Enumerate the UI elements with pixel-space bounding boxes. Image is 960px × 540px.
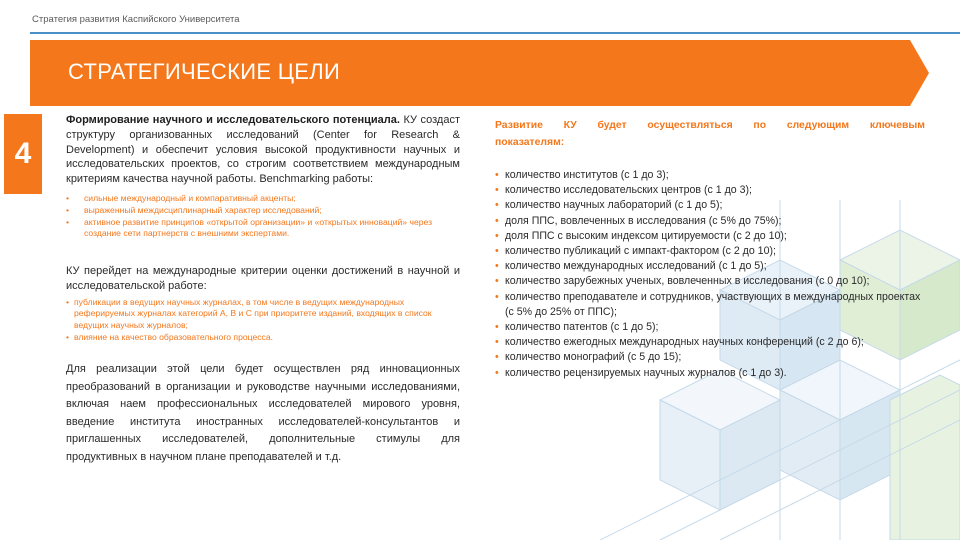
list-item: • сильные международный и компаративный акценты; xyxy=(66,193,460,205)
goal-intro-paragraph xyxy=(66,113,460,187)
list-item: • выраженный междисциплинарный характер исследований; xyxy=(66,205,460,217)
list-item: • количество институтов (с 1 до 3); xyxy=(495,168,925,183)
list-item: • количество монографий (с 5 до 15); xyxy=(495,350,925,365)
list-item: • количество преподавателе и сотрудников, участвующих в международных проектах (с 5% до 25% от ППС); xyxy=(495,290,925,320)
goal-number-badge: 4 xyxy=(4,114,42,194)
list-item: • количество зарубежных ученых, вовлеченных в исследования (с 0 до 10); xyxy=(495,274,925,289)
list-item: • доля ППС с высоким индексом цитируемости (с 2 до 10); xyxy=(495,229,925,244)
key-indicators-column xyxy=(495,117,925,381)
goal-intro-text: КУ создаст структуру организованных исследований (Center for Research & Development) и обеспечит условия высокой продуктивности научных и исследовательских проектов, со строгим соответствием международным критериям качества научной работы. Benchmarking работы: xyxy=(66,114,460,186)
closing-paragraph: Для реализации этой цели будет осуществлен ряд инновационных преобразований в организации и руководстве научными исследованиями, включая наем профессиональных исследователей мирового уровня, введение института иностранных исследователей-консультантов и приглашенных исследователей, дополнительные стимулы для продуктивных в научном плане преподавателей и т.д. xyxy=(66,363,460,463)
list-item: • влияние на качество образовательного процесса. xyxy=(66,332,460,344)
header-divider xyxy=(30,32,960,34)
list-item: • публикации в ведущих научных журналах, в том числе в ведущих международных реферируемых журналах категорий A, B и C при приоритете изданий, входящих в список ведущих научных журналов; xyxy=(66,297,460,332)
list-item: • активное развитие принципов «открытой организации» и «открытых инноваций» через создание сети партнерств с внешними экспертами. xyxy=(66,217,460,241)
criteria-paragraph: КУ перейдет на международные критерии оценки достижений в научной и исследовательской работе: xyxy=(66,265,460,292)
presentation-header: Стратегия развития Каспийского Университета xyxy=(32,14,240,25)
list-item: • количество международных исследований (с 1 до 5); xyxy=(495,259,925,274)
list-item: • количество публикаций с импакт-фактором (с 2 до 10); xyxy=(495,244,925,259)
criteria-list xyxy=(66,297,460,343)
goal-description-column xyxy=(66,113,460,466)
indicators-heading: Развитие КУ будет осуществляться по следующим ключевым показателям: xyxy=(495,120,925,148)
section-banner xyxy=(30,40,929,106)
benchmark-list xyxy=(66,193,460,240)
list-item: • количество исследовательских центров (с 1 до 3); xyxy=(495,183,925,198)
list-item: • доля ППС, вовлеченных в исследования (с 5% до 75%); xyxy=(495,214,925,229)
list-item: • количество ежегодных международных научных конференций (с 2 до 6); xyxy=(495,335,925,350)
goal-heading: Формирование научного и исследовательского потенциала. xyxy=(66,114,400,126)
banner-title: СТРАТЕГИЧЕСКИЕ ЦЕЛИ xyxy=(68,59,341,84)
indicators-list xyxy=(495,168,925,381)
list-item: • количество научных лабораторий (с 1 до 5); xyxy=(495,198,925,213)
list-item: • количество патентов (с 1 до 5); xyxy=(495,320,925,335)
list-item: • количество рецензируемых научных журналов (с 1 до 3). xyxy=(495,366,925,381)
